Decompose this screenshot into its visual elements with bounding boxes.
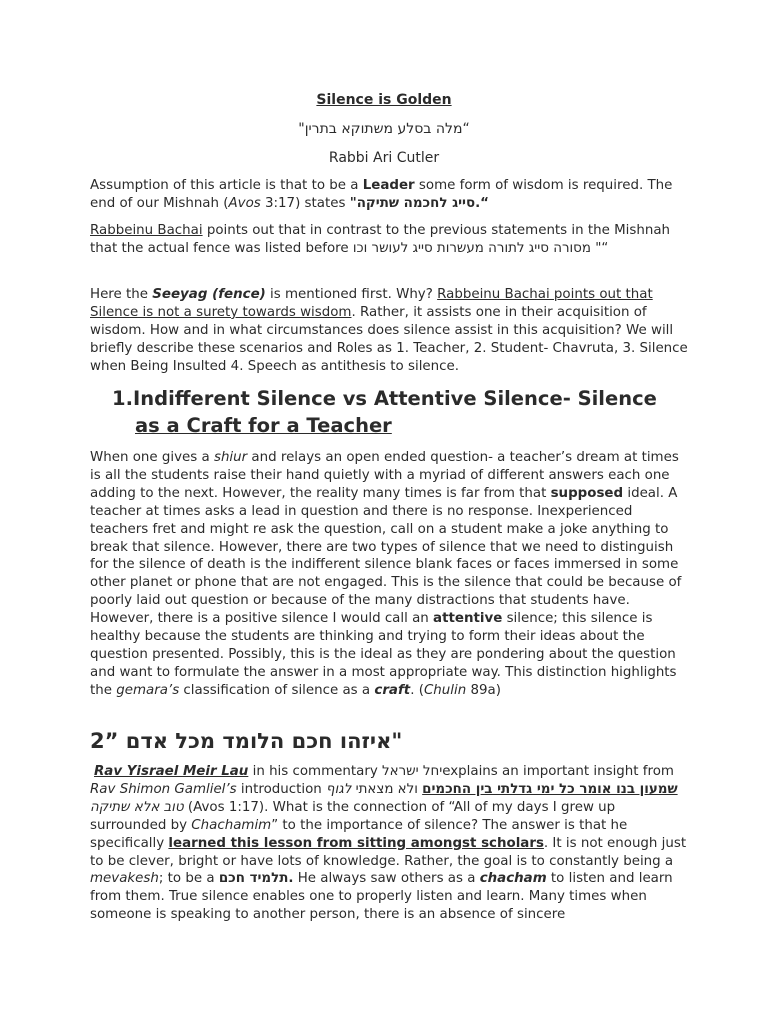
- rabbeinu-bachai-name: Rabbeinu Bachai: [90, 223, 203, 238]
- hebrew-subtitle: “מלה בסלע משתוקא בתרין": [298, 121, 470, 137]
- paragraph-assumption: Assumption of this article is that to be a Leader some form of wisdom is required. The end of our Mishnah (Avos 3:17) states “.סייג לחכמה שתיקה": [90, 178, 673, 211]
- section-heading-1: 1.Indifferent Silence vs Attentive Silence- Silence as a Craft for a Teacher: [112, 387, 657, 437]
- paragraph-rabbeinu-bachai: Rabbeinu Bachai points out that in contrast to the previous statements in the Mishnah that the actual fence was listed before “" מסורה סייג לתורה מעשרות סייג לעושר וכו: [90, 223, 671, 256]
- section-heading-2: 2"איזהו חכם הלומד מכל אדם ”: [90, 729, 403, 753]
- paragraph-teacher-silence: When one gives a shiur and relays an open ended question- a teacher’s dream at times is all the students raise their hand quietly with a myriad of different answers each one adding to the next. However, the reality many times is far from that supposed ideal. A teacher at times asks a lead in question and there is no response. Inexperienced teachers fret and might re ask the question, call on a student make a joke anything to break that silence. However, there are two types of silence that we need to distinguish for the silence of death is the indifferent silence blank faces or faces immersed in some other planet or phone that are not engaged. This is the silence that could be because of poorly laid out question or because of the many distractions that students have. However, there is a positive silence I would call an attentive silence; this silence is healthy because the students are thinking and trying to form their ideas about the question presented. Possibly, this is the ideal as they are pondering about the question and want to formulate the answer in a most appropriate way. This distinction highlights the gemara’s classification of silence as a craft. (Chulin 89a): [90, 450, 682, 698]
- author-line: Rabbi Ari Cutler: [328, 150, 440, 166]
- page-title: Silence is Golden: [316, 92, 452, 108]
- paragraph-rav-lau: Rav Yisrael Meir Lau in his commentary יחל ישראלexplains an important insight from Rav Shimon Gamliel’s introduction שמעון בנו אומר כל ימי גדלתי בין החכמים ולא מצאתי לגוף טוב אלא שתיקה (Avos 1:17). What is the connection of “All of my days I grew up surrounded by Chachamim” to the importance of silence? The answer is that he specifically learned this lesson from sitting amongst scholars. It is not enough just to be clever, bright or have lots of knowledge. Rather, the goal is to constantly being a mevakesh; to be a .תלמיד חכם He always saw others as a chacham to listen and learn from them. True silence enables one to properly listen and learn. Many times when someone is speaking to another person, there is an absence of sincere: [90, 764, 687, 923]
- paragraph-seeyag: Here the Seeyag (fence) is mentioned first. Why? Rabbeinu Bachai points out that Silence is not a surety towards wisdom. Rather, it assists one in their acquisition of wisdom. How and in what circumstances does silence assist in this acquisition? We will briefly describe these scenarios and Roles as 1. Teacher, 2. Student- Chavruta, 3. Silence when Being Insulted 4. Speech as antithesis to silence.: [90, 287, 688, 374]
